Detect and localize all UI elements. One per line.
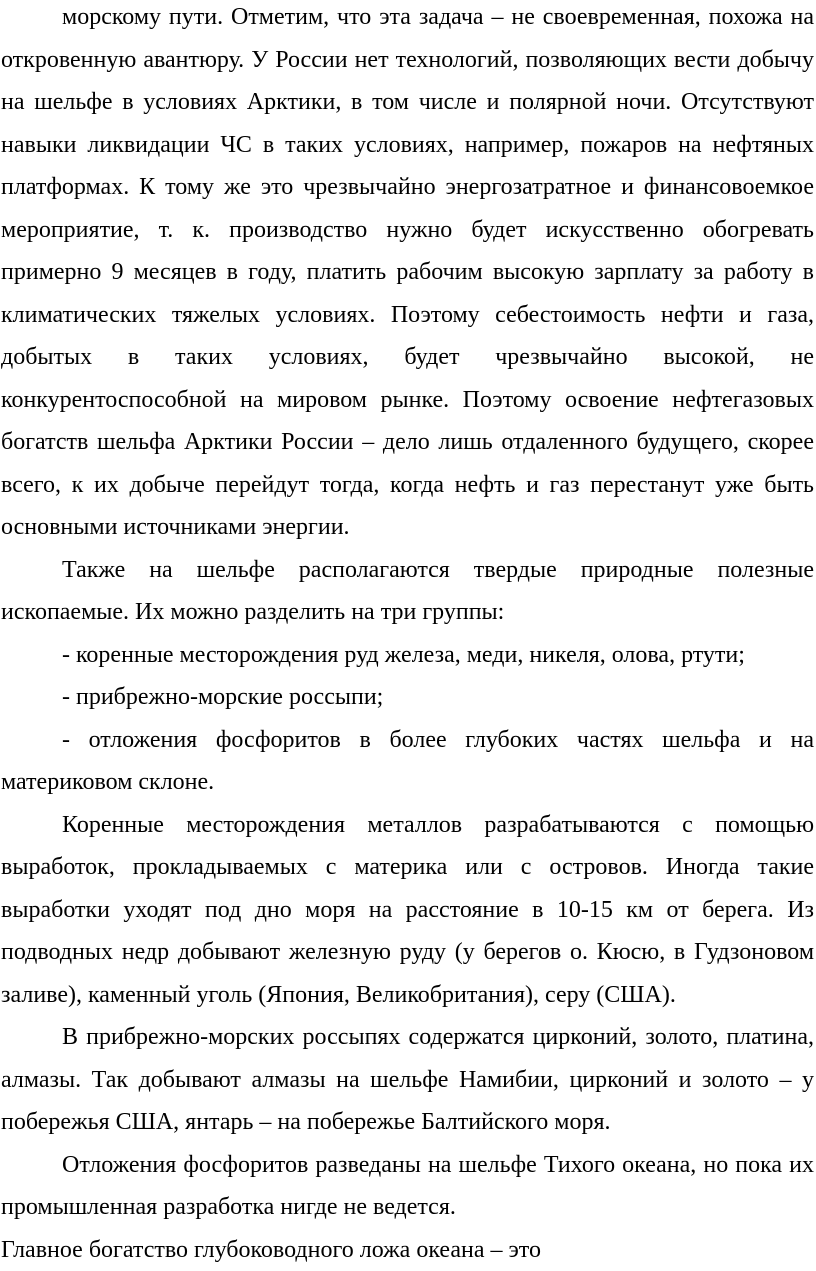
paragraph-phosphorites: Отложения фосфоритов разведаны на шельфе Тихого океана, но пока их промышленная разработка нигде не ведется.: [1, 1144, 814, 1229]
paragraph-deep-ocean-floor: Главное богатство глубоководного ложа океана – это: [1, 1229, 814, 1271]
list-item-phosphorite-deposits: - отложения фосфоритов в более глубоких частях шельфа и на материковом склоне.: [1, 719, 814, 804]
list-item-bedrock-deposits: - коренные месторождения руд железа, меди, никеля, олова, ртути;: [1, 634, 814, 677]
paragraph-bedrock-metals: Коренные месторождения металлов разрабатываются с помощью выработок, прокладываемых с материка или с островов. Иногда такие выработки уходят под дно моря на расстояние в 10-15 км от берега. Из подводных недр добывают железную руду (у берегов о. Кюсю, в Гудзоновом заливе), каменный уголь (Япония, Великобритания), серу (США).: [1, 804, 814, 1017]
list-item-coastal-placers: - прибрежно-морские россыпи;: [1, 676, 814, 719]
paragraph-solid-minerals-intro: Также на шельфе располагаются твердые природные полезные ископаемые. Их можно разделить на три группы:: [1, 549, 814, 634]
paragraph-coastal-placers: В прибрежно-морских россыпях содержатся цирконий, золото, платина, алмазы. Так добывают алмазы на шельфе Намибии, цирконий и золото – у побережья США, янтарь – на побережье Балтийского моря.: [1, 1016, 814, 1144]
paragraph-arctic-shelf: морскому пути. Отметим, что эта задача – не своевременная, похожа на откровенную авантюру. У России нет технологий, позволяющих вести добычу на шельфе в условиях Арктики, в том числе и полярной ночи. Отсутствуют навыки ликвидации ЧС в таких условиях, например, пожаров на нефтяных платформах. К тому же это чрезвычайно энергозатратное и финансовоемкое мероприятие, т. к. производство нужно будет искусственно обогревать примерно 9 месяцев в году, платить рабочим высокую зарплату за работу в климатических тяжелых условиях. Поэтому себестоимость нефти и газа, добытых в таких условиях, будет чрезвычайно высокой, не конкурентоспособной на мировом рынке. Поэтому освоение нефтегазовых богатств шельфа Арктики России – дело лишь отдаленного будущего, скорее всего, к их добыче перейдут тогда, когда нефть и газ перестанут уже быть основными источниками энергии.: [1, 0, 814, 549]
